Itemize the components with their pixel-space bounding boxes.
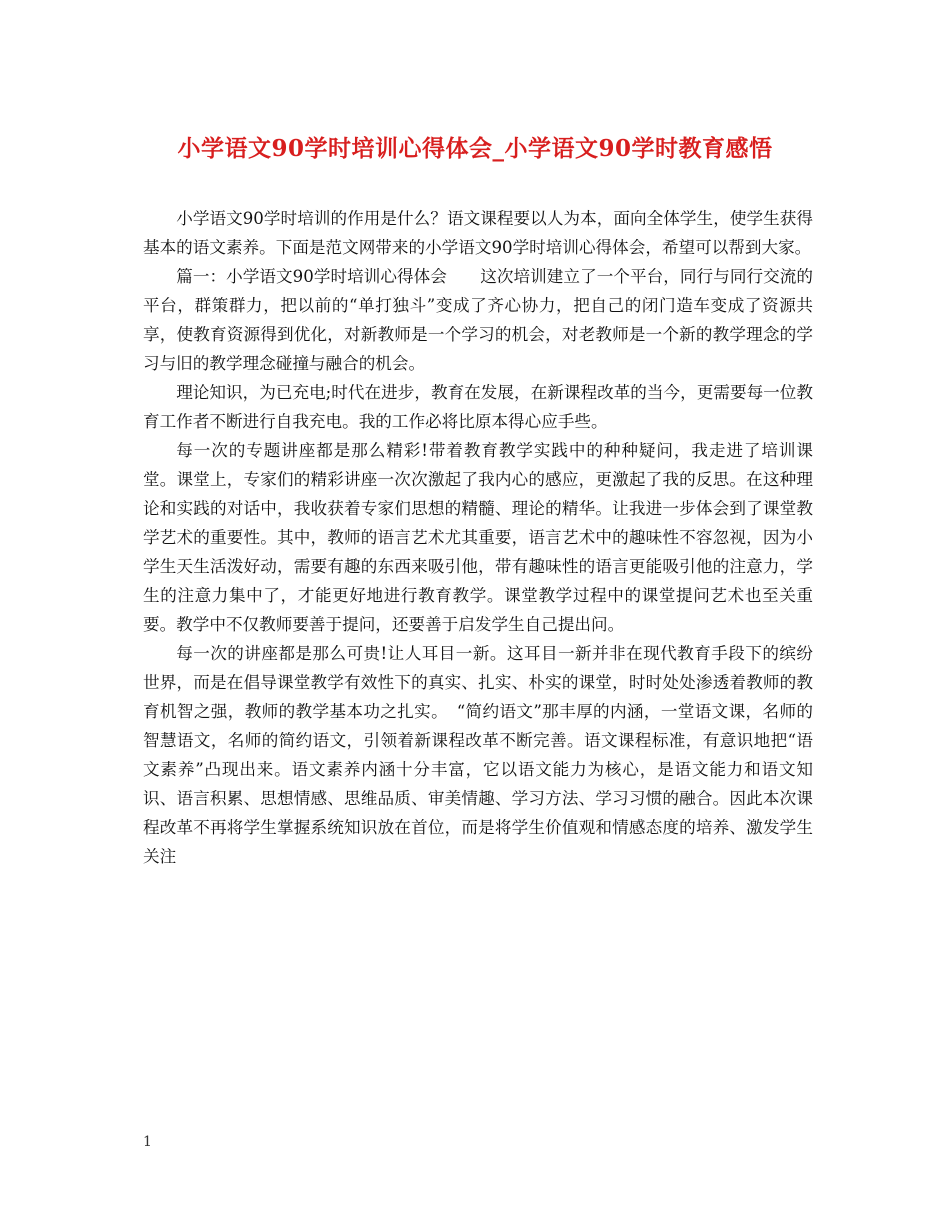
paragraph-intro: 小学语文90学时培训的作用是什么？语文课程要以人为本，面向全体学生，使学生获得基本的语文素养。下面是范文网带来的小学语文90学时培训心得体会，希望可以帮到大家。	[143, 209, 813, 257]
document-body	[143, 204, 813, 871]
page-number: 1	[143, 1134, 152, 1150]
document-title: 小学语文90学时培训心得体会_小学语文90学时教育感悟	[177, 135, 773, 162]
paragraph-theory: 理论知识，为已充电;时代在进步，教育在发展，在新课程改革的当今，更需要每一位教育工作者不断进行自我充电。我的工作必将比原本得心应手些。	[143, 383, 813, 431]
paragraph-lectures-wonderful: 每一次的专题讲座都是那么精彩!带着教育教学实践中的种种疑问，我走进了培训课堂。课堂上，专家们的精彩讲座一次次激起了我内心的感应，更激起了我的反思。在这种理论和实践的对话中，我收获着专家们思想的精髓、理论的精华。让我进一步体会到了课堂教学艺术的重要性。其中，教师的语言艺术尤其重要，语言艺术中的趣味性不容忽视，因为小学生天生活泼好动，需要有趣的东西来吸引他，带有趣味性的语言更能吸引他的注意力，学生的注意力集中了，才能更好地进行教育教学。课堂教学过程中的课堂提问艺术也至关重要。教学中不仅教师要善于提问，还要善于启发学生自己提出问。	[143, 441, 813, 634]
paragraph-lectures-valuable: 每一次的讲座都是那么可贵!让人耳目一新。这耳目一新并非在现代教育手段下的缤纷世界，而是在倡导课堂教学有效性下的真实、扎实、朴实的课堂，时时处处渗透着教师的教育机智之强，教师的教学基本功之扎实。 “简约语文”那丰厚的内涵，一堂语文课，名师的智慧语文，名师的简约语文，引领着新课程改革不断完善。语文课程标准，有意识地把“语文素养”凸现出来。语文素养内涵十分丰富，它以语文能力为核心，是语文能力和语文知识、语言积累、思想情感、思维品质、审美情趣、学习方法、学习习惯的融合。因此本次课程改革不再将学生掌握系统知识放在首位，而是将学生价值观和情感态度的培养、激发学生关注	[143, 644, 813, 866]
paragraph-part-one: 篇一：小学语文90学时培训心得体会 这次培训建立了一个平台，同行与同行交流的平台，群策群力，把以前的“单打独斗”变成了齐心协力，把自己的闭门造车变成了资源共享，使教育资源得到优化，对新教师是一个学习的机会，对老教师是一个新的教学理念的学习与旧的教学理念碰撞与融合的机会。	[143, 267, 813, 373]
